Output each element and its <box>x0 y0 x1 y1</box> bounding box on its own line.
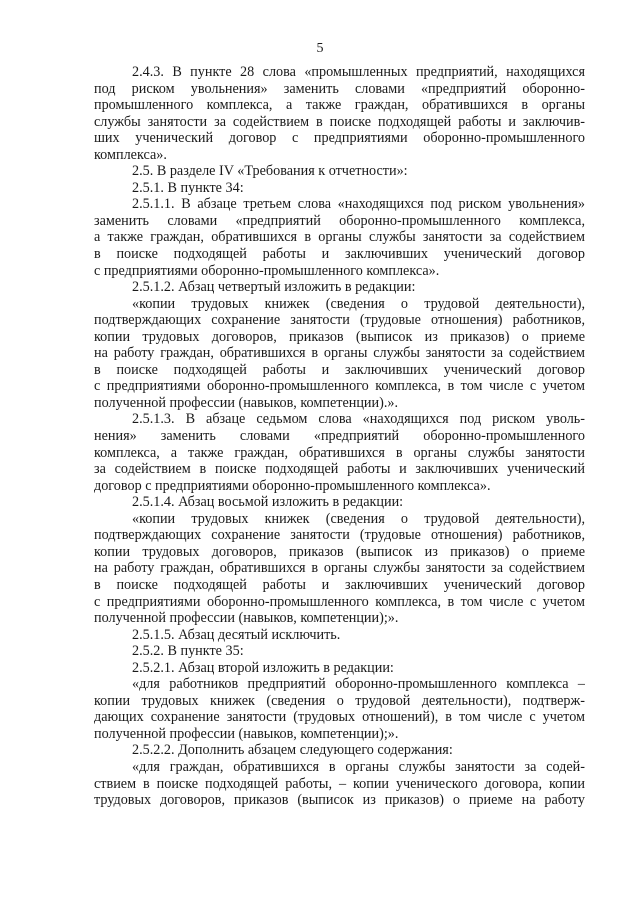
text-line: ших ученический договор с предприятиями оборонно-промышленного <box>94 130 585 147</box>
text-line: промышленного комплекса, а также граждан, обратившихся в органы <box>94 97 585 114</box>
text-line: подтверждающих сохранение занятости (трудовые отношения) работников, <box>94 312 585 329</box>
text-line: под риском увольнения» заменить словами «предприятий оборонно- <box>94 80 585 97</box>
page-number: 5 <box>316 41 324 56</box>
text-line: полученной профессии (навыков, компетенции);». <box>94 725 399 742</box>
text-line: копии трудовых договоров, приказов (выписок из приказов) о приеме <box>94 543 585 560</box>
text-line: 2.5.2. В пункте 35: <box>132 643 244 660</box>
text-line: в поиске подходящей работы и заключивших ученический договор <box>94 361 585 378</box>
text-line: договор с предприятиями оборонно-промышленного комплекса». <box>94 477 491 494</box>
text-line: а также граждан, обратившихся в органы службы занятости за содействием <box>94 229 585 246</box>
text-line: «копии трудовых книжек (сведения о трудовой деятельности), <box>132 295 585 312</box>
text-line: копии трудовых книжек (сведения о трудовой деятельности), подтверж- <box>94 692 585 709</box>
text-line: на работу граждан, обратившихся в органы службы занятости за содействием <box>94 560 585 577</box>
text-line: «для работников предприятий оборонно-промышленного комплекса – <box>132 676 585 693</box>
text-line: 2.5.1.4. Абзац восьмой изложить в редакции: <box>132 494 404 511</box>
text-line: «копии трудовых книжек (сведения о трудовой деятельности), <box>132 510 585 527</box>
text-line: в поиске подходящей работы и заключивших ученический договор <box>94 576 585 593</box>
text-line: полученной профессии (навыков, компетенции).». <box>94 394 399 411</box>
text-line: за содействием в поиске подходящей работы и заключивших ученический <box>94 461 585 478</box>
text-line: заменить словами «предприятий оборонно-промышленного комплекса, <box>94 212 585 229</box>
text-line: 2.5. В разделе IV «Требования к отчетности»: <box>132 163 408 180</box>
text-line: нения» заменить словами «предприятий оборонно-промышленного <box>94 428 585 445</box>
text-line: полученной профессии (навыков, компетенции);». <box>94 610 399 627</box>
text-line: копии трудовых договоров, приказов (выписок из приказов) о приеме <box>94 328 585 345</box>
text-line: 2.5.1.2. Абзац четвертый изложить в редакции: <box>132 279 416 296</box>
text-line: 2.5.2.1. Абзац второй изложить в редакции: <box>132 659 394 676</box>
text-line: на работу граждан, обратившихся в органы службы занятости за содействием <box>94 345 585 362</box>
text-line: 2.5.1.1. В абзаце третьем слова «находящихся под риском увольнения» <box>132 196 585 213</box>
text-line: с предприятиями оборонно-промышленного комплекса, в том числе с учетом <box>94 378 585 395</box>
text-line: комплекса». <box>94 146 167 163</box>
text-line: трудовых договоров, приказов (выписок из приказов) о приеме на работу <box>94 792 585 809</box>
text-line: с предприятиями оборонно-промышленного комплекса, в том числе с учетом <box>94 593 585 610</box>
text-line: «для граждан, обратившихся в органы службы занятости за содей- <box>132 758 585 775</box>
text-line: 2.5.2.2. Дополнить абзацем следующего содержания: <box>132 742 453 759</box>
document-body <box>94 64 585 809</box>
text-line: с предприятиями оборонно-промышленного комплекса». <box>94 262 440 279</box>
text-line: подтверждающих сохранение занятости (трудовые отношения) работников, <box>94 527 585 544</box>
text-line: 2.5.1.5. Абзац десятый исключить. <box>132 626 341 643</box>
text-line: 2.5.1. В пункте 34: <box>132 179 244 196</box>
text-line: в поиске подходящей работы и заключивших ученический договор <box>94 246 585 263</box>
text-line: комплекса, а также граждан, обратившихся в органы службы занятости <box>94 444 585 461</box>
text-line: службы занятости за содействием в поиске подходящей работы и заключив- <box>94 113 585 130</box>
text-line: 2.4.3. В пункте 28 слова «промышленных предприятий, находящихся <box>132 64 585 80</box>
text-line: дающих сохранение занятости (трудовых отношений), в том числе с учетом <box>94 709 585 726</box>
text-line: 2.5.1.3. В абзаце седьмом слова «находящихся под риском уволь- <box>132 411 585 428</box>
text-line: ствием в поиске подходящей работы, – копии ученического договора, копии <box>94 775 585 792</box>
